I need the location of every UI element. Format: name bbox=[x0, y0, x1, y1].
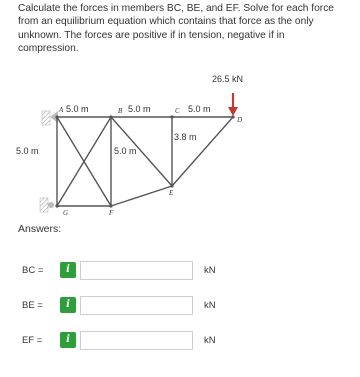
info-icon[interactable]: i bbox=[60, 332, 76, 348]
info-icon[interactable]: i bbox=[60, 262, 76, 278]
load-arrow-head bbox=[228, 107, 238, 116]
support-wall-g bbox=[40, 198, 48, 212]
dim-mid-height-label: 5.0 m bbox=[114, 146, 137, 156]
answer-unit-be: kN bbox=[204, 300, 216, 311]
node-label-f: F bbox=[109, 209, 114, 217]
node-label-a: A bbox=[59, 106, 64, 114]
problem-line-4: compression. bbox=[18, 43, 79, 55]
support-wall-a bbox=[42, 111, 50, 125]
answer-row-ef bbox=[0, 329, 360, 353]
joint-b bbox=[109, 115, 112, 118]
node-label-e: E bbox=[169, 189, 174, 197]
problem-line-2: from an equilibrium equation which contains that force as the only bbox=[18, 16, 314, 28]
answers-heading: Answers: bbox=[18, 223, 62, 235]
node-label-g: G bbox=[63, 209, 69, 217]
joint-a bbox=[55, 115, 58, 118]
answer-input-be[interactable] bbox=[80, 296, 193, 315]
answer-input-bc[interactable] bbox=[80, 261, 193, 280]
dim-ab-label: 5.0 m bbox=[66, 104, 89, 114]
joint-e bbox=[170, 184, 173, 187]
answer-input-ef[interactable] bbox=[80, 331, 193, 350]
joint-f bbox=[109, 204, 112, 207]
problem-line-3: unknown. The forces are positive if in tension, negative if in bbox=[18, 29, 285, 41]
answer-row-be bbox=[0, 294, 360, 318]
member-ef bbox=[111, 186, 172, 206]
answer-label-be: BE = bbox=[22, 300, 43, 311]
roller-support-g bbox=[48, 202, 54, 208]
dim-bc-label: 5.0 m bbox=[128, 104, 151, 114]
info-icon[interactable]: i bbox=[60, 297, 76, 313]
answer-row-bc bbox=[0, 259, 360, 283]
joint-c bbox=[170, 115, 173, 118]
answer-label-bc: BC = bbox=[22, 265, 44, 276]
joint-g bbox=[55, 204, 58, 207]
problem-line-1: Calculate the forces in members BC, BE, and EF. Solve for each force bbox=[18, 3, 334, 14]
node-label-d: D bbox=[237, 116, 243, 124]
answer-unit-ef: kN bbox=[204, 335, 216, 346]
node-label-b: B bbox=[118, 107, 123, 115]
node-label-c: C bbox=[175, 107, 180, 115]
dim-left-height-label: 5.0 m bbox=[16, 146, 39, 156]
dim-ce-label: 3.8 m bbox=[174, 132, 197, 142]
member-de bbox=[172, 117, 233, 186]
answer-label-ef: EF = bbox=[22, 335, 43, 346]
load-label: 26.5 kN bbox=[212, 74, 244, 84]
answer-unit-bc: kN bbox=[204, 265, 216, 276]
dim-cd-label: 5.0 m bbox=[188, 104, 211, 114]
